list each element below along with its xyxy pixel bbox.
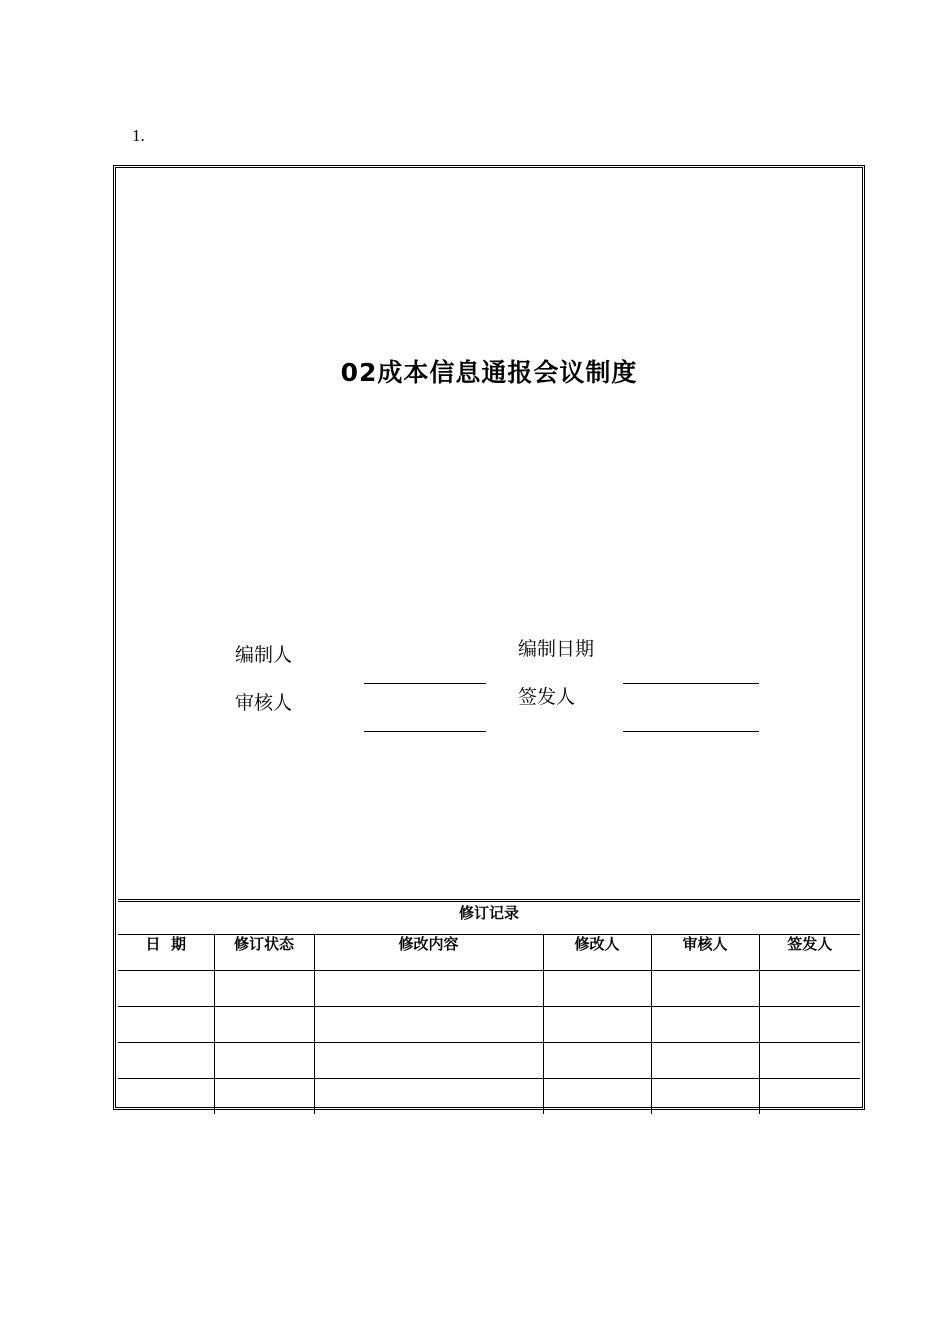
reviewer-signature-line: [364, 731, 486, 732]
table-row: [118, 1007, 860, 1043]
table-cell[interactable]: [759, 1079, 860, 1115]
table-row: [118, 1043, 860, 1079]
compiler-label: 编制人: [235, 644, 293, 666]
table-cell[interactable]: [214, 1007, 314, 1043]
compiler-signature-line: [364, 683, 486, 684]
column-header-modifier: 修改人: [543, 935, 651, 971]
table-cell[interactable]: [651, 971, 759, 1007]
table-cell[interactable]: [543, 971, 651, 1007]
table-cell[interactable]: [314, 1043, 543, 1079]
table-cell[interactable]: [759, 1007, 860, 1043]
table-row: [118, 1079, 860, 1115]
table-cell[interactable]: [543, 1043, 651, 1079]
table-header-row: [118, 935, 860, 971]
table-cell[interactable]: [543, 1007, 651, 1043]
column-header-date: 日 期: [118, 935, 214, 971]
table-cell[interactable]: [314, 971, 543, 1007]
revision-record-section: [118, 899, 860, 1107]
revision-record-title: 修订记录: [118, 902, 860, 935]
column-header-issuer: 签发人: [759, 935, 860, 971]
table-row: [118, 971, 860, 1007]
table-cell[interactable]: [118, 1007, 214, 1043]
issuer-signature-line: [623, 731, 759, 732]
column-header-revision-status: 修订状态: [214, 935, 314, 971]
compile-date-line: [623, 683, 759, 684]
document-cover-frame: [113, 165, 865, 1110]
page-number: 1.: [132, 126, 145, 145]
table-cell[interactable]: [651, 1079, 759, 1115]
table-cell[interactable]: [759, 1043, 860, 1079]
issuer-label: 签发人: [518, 686, 576, 708]
table-cell[interactable]: [118, 1043, 214, 1079]
reviewer-label: 审核人: [235, 692, 293, 714]
table-cell[interactable]: [118, 971, 214, 1007]
table-cell[interactable]: [314, 1007, 543, 1043]
document-title: 02成本信息通报会议制度: [340, 358, 638, 387]
table-cell[interactable]: [214, 971, 314, 1007]
column-header-reviewer: 审核人: [651, 935, 759, 971]
table-cell[interactable]: [118, 1079, 214, 1115]
table-cell[interactable]: [543, 1079, 651, 1115]
column-header-change-content: 修改内容: [314, 935, 543, 971]
table-cell[interactable]: [314, 1079, 543, 1115]
table-cell[interactable]: [651, 1043, 759, 1079]
compile-date-label: 编制日期: [518, 638, 595, 660]
table-cell[interactable]: [214, 1079, 314, 1115]
table-cell[interactable]: [651, 1007, 759, 1043]
table-cell[interactable]: [759, 971, 860, 1007]
revision-record-table: [118, 935, 860, 1114]
table-cell[interactable]: [214, 1043, 314, 1079]
